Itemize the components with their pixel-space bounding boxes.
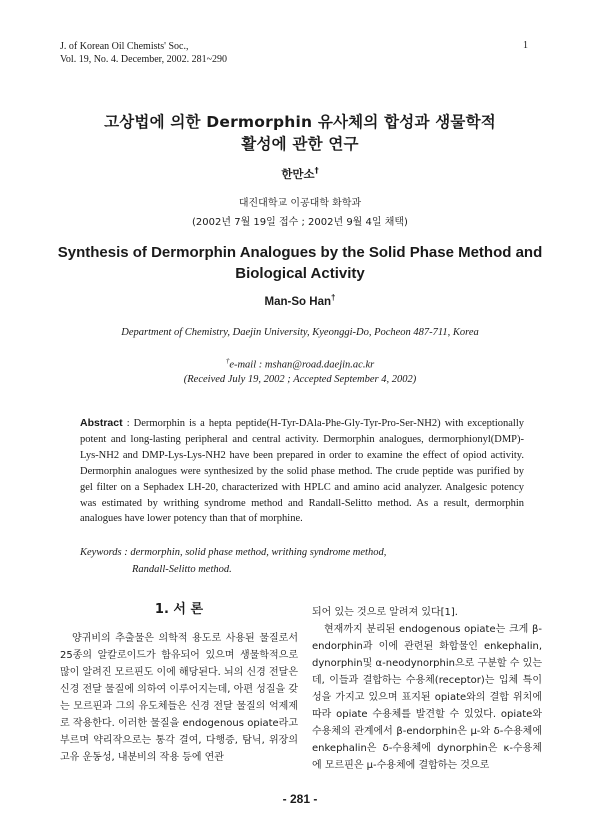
english-author-mark: † [331, 293, 336, 302]
abstract [80, 416, 524, 527]
keywords-line1: : dermorphin, solid phase method, writhing syndrome method, [124, 547, 387, 558]
english-received-dates: (Received July 19, 2002 ; Accepted September 4, 2002) [183, 374, 417, 385]
english-author-name: Man-So Han [264, 295, 331, 308]
journal-volume: Vol. 19, No. 4. December, 2002. 281~290 [60, 54, 228, 65]
korean-title [0, 111, 600, 155]
abstract-text: : Dermorphin is a hepta peptide(H-Tyr-DAla-Phe-Gly-Tyr-Pro-Ser-NH2) with exceptionally potent and long-lasting peripheral and central activity. Dermorphin analogues, dermorphionyl(DMP)-Lys-NH2 and DMP-Lys-Lys-NH2 have been prepared in order to examine the effect of opiod activity. Dermorphin analogues were synthesized by the solid phase method. The crude peptide was purified by gel filter on a Sephadex LH-20, characterized with HPLC and amino acid analyzer. Analgesic potency was estimated by writhing syndrome method and Randall-Selitto method. As a result, dermorphin analogues have lower potency than that of morphine. [80, 418, 524, 525]
keywords-line2: Randall-Selitto method. [132, 564, 232, 575]
journal-citation [60, 40, 227, 66]
korean-title-line1: 고상법에 의한 Dermorphin 유사체의 합성과 생물학적 [104, 113, 496, 131]
korean-author [0, 166, 600, 182]
english-affiliation: Department of Chemistry, Daejin University, Kyeonggi-Do, Pocheon 487-711, Korea [121, 327, 479, 338]
page-number-top: 1 [523, 40, 528, 51]
intro-paragraph-1: 양귀비의 추출물은 의학적 용도로 사용된 물질로서 25종의 알칼로이드가 함유되어 있으며 생물학적으로 많이 알려진 모르핀도 이에 해당된다. 뇌의 신경 전달은 신경 전달 물질에 의하여 이루어지는데, 아편 성질을 갖는 모르핀과 그의 유도체들은 신경 전달 물질의 억제제로 작용한다. 이러한 물질을 endogenous opiate라고 부르며 약리작으로는 통각 결여, 다행증, 탐닉, 위장의 고유 운동성, 내분비의 작용 등에 연관 [60, 633, 298, 763]
keywords-label: Keywords [80, 547, 122, 558]
email-text: e-mail : mshan@road.daejin.ac.kr [229, 359, 375, 371]
abstract-label: Abstract [80, 417, 123, 429]
body-column-left [60, 630, 298, 766]
korean-author-mark: † [314, 166, 319, 176]
email-mark: † [225, 357, 230, 365]
journal-name: J. of Korean Oil Chemists' Soc., [60, 41, 189, 52]
intro-paragraph-continued: 되어 있는 것으로 알려져 있다[1]. [312, 607, 458, 618]
keywords [80, 544, 524, 578]
english-title-line2: Biological Activity [235, 265, 365, 282]
english-title-line1: Synthesis of Dermorphin Analogues by the Solid Phase Method and [57, 244, 543, 261]
korean-author-name: 한만소 [281, 167, 315, 181]
english-author [0, 293, 600, 308]
korean-title-line2: 활성에 관한 연구 [241, 135, 359, 153]
korean-affiliation: 대진대학교 이공대학 화학과 [238, 198, 362, 209]
intro-paragraph-2: 현재까지 분리된 endogenous opiate는 크게 β-endorphin과 이에 관련된 화합물인 enkephalin, dynorphin및 α-neodynorphin으로 구분할 수 있는데, 이들과 결합하는 수용체(receptor)는 입체 특이성을 가지고 있으며 표지된 opiate와의 결합 위치에 따라 opiate 수용체를 발견할 수 있었다. opiate와 수용체의 관계에서 β-endorphin은 μ-와 δ-수용체에 enkephalin은 δ-수용체에 dynorphin은 κ-수용체에 모르핀은 μ-수용체에 결합하는 것으로 [312, 624, 542, 771]
page-number-footer: - 281 - [282, 792, 318, 806]
section-heading-introduction: 1. 서 론 [154, 602, 204, 617]
body-column-right [312, 604, 542, 774]
author-email [0, 357, 600, 371]
korean-received-dates: (2002년 7월 19일 접수 ; 2002년 9월 4일 채택) [192, 217, 408, 228]
english-title [0, 242, 600, 284]
